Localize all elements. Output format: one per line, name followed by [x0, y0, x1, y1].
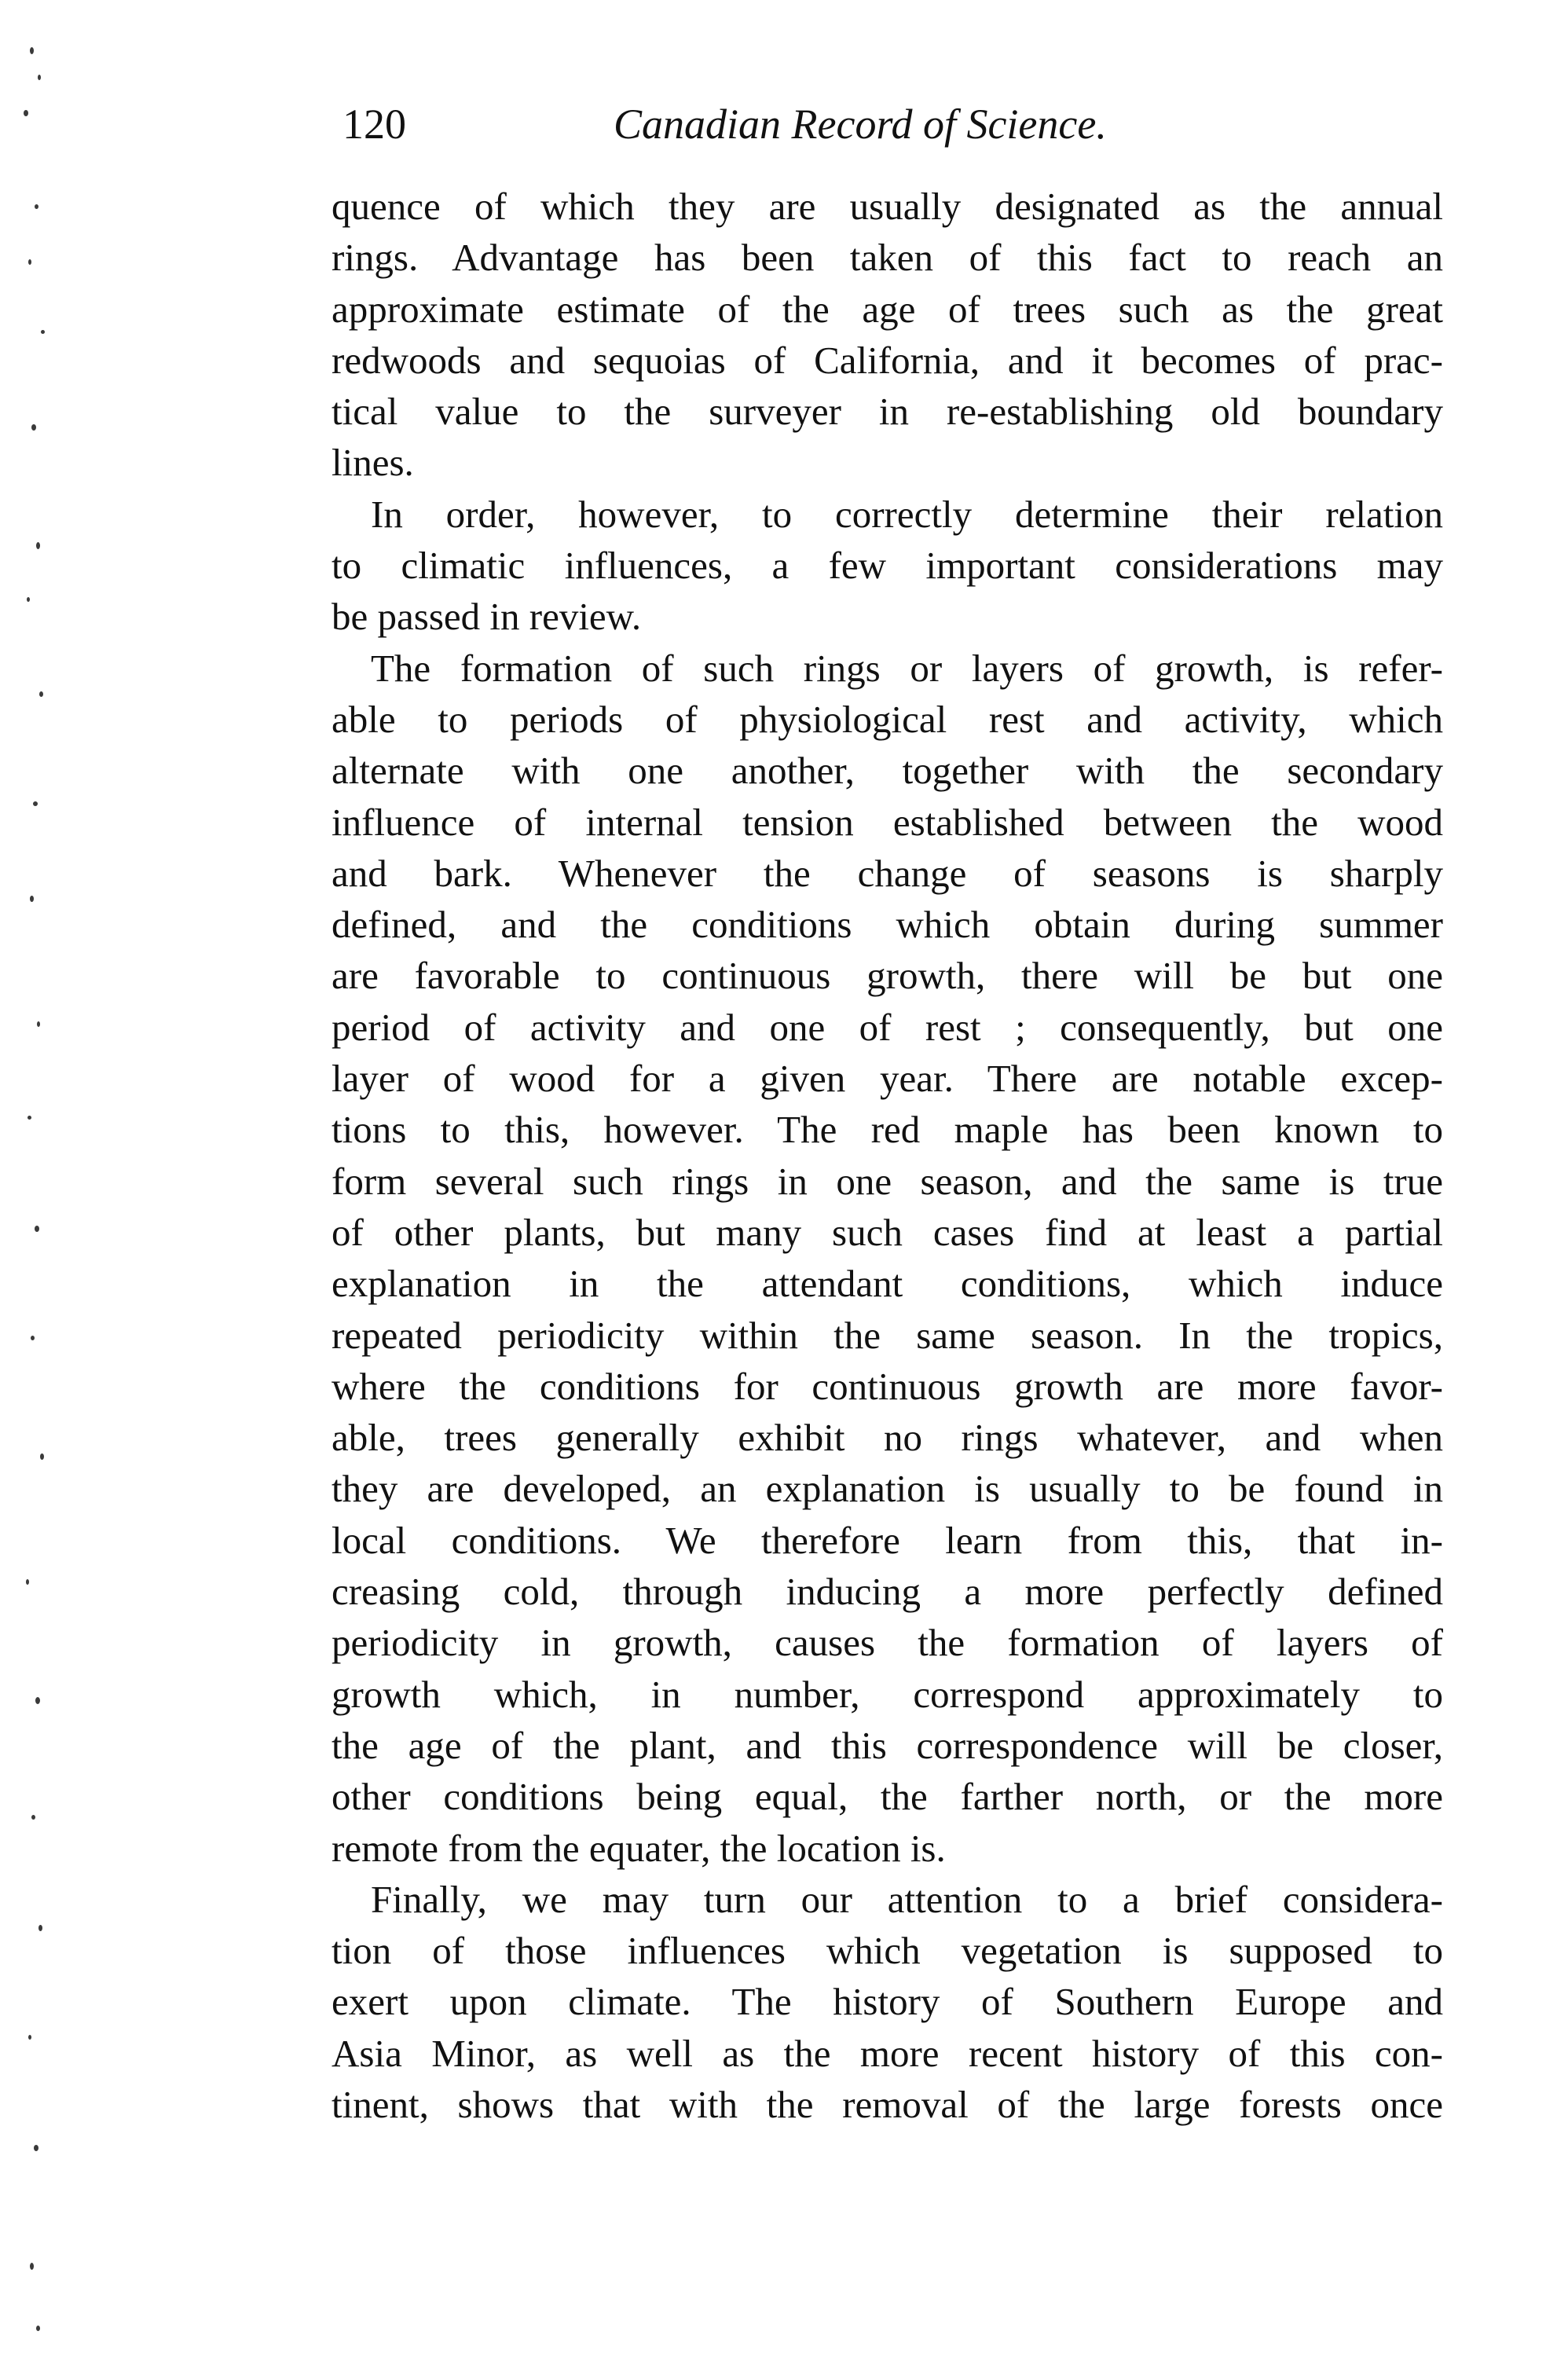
text-line: explanation in the attendant conditions, which induce: [332, 1262, 1443, 1306]
text-line: are favorable to continuous growth, there will be but one: [332, 954, 1443, 998]
text-line: remote from the equater, the location is.: [332, 1826, 946, 1870]
text-line: quence of which they are usually designated as the annual: [332, 185, 1443, 228]
text-line: tions to this, however. The red maple has been known to: [332, 1108, 1443, 1152]
text-line: able to periods of physiological rest and activity, which: [332, 697, 1443, 741]
speck: [35, 1697, 40, 1704]
speck: [31, 1336, 35, 1340]
text-line: where the conditions for continuous growth are more favor-: [332, 1364, 1443, 1408]
text-line: lines.: [332, 441, 414, 485]
text-line: The formation of such rings or layers of growth, is refer-: [371, 646, 1443, 690]
speck: [31, 424, 36, 431]
text-line: the age of the plant, and this correspondence will be closer,: [332, 1723, 1443, 1767]
speck: [28, 259, 31, 265]
speck: [28, 2035, 31, 2040]
text-line: and bark. Whenever the change of seasons is sharply: [332, 851, 1443, 895]
speck: [27, 1116, 31, 1120]
speck: [34, 2145, 38, 2151]
text-line: rings. Advantage has been taken of this fact to reach an: [332, 236, 1443, 280]
text-line: of other plants, but many such cases find at least a partial: [332, 1210, 1443, 1254]
text-line: approximate estimate of the age of trees such as the great: [332, 287, 1443, 331]
text-line: tinent, shows that with the removal of the large forests once: [332, 2082, 1443, 2126]
text-line: layer of wood for a given year. There are notable excep-: [332, 1057, 1443, 1101]
speck: [35, 204, 38, 209]
speck: [26, 1579, 29, 1585]
speck: [33, 801, 38, 806]
text-line: creasing cold, through inducing a more perfectly defined: [332, 1570, 1443, 1614]
text-line: tical value to the surveyer in re-establishing old boundary: [332, 390, 1443, 434]
text-line: In order, however, to correctly determine their relation: [371, 492, 1443, 536]
speck: [27, 597, 30, 602]
speck: [31, 1815, 35, 1820]
speck: [38, 75, 41, 80]
speck: [39, 691, 43, 697]
speck: [37, 1021, 40, 1027]
text-line: redwoods and sequoias of California, and it becomes of prac-: [332, 338, 1443, 382]
text-line: they are developed, an explanation is usually to be found in: [332, 1467, 1443, 1511]
text-line: repeated periodicity within the same season. In the tropics,: [332, 1313, 1443, 1357]
text-line: Asia Minor, as well as the more recent history of this con-: [332, 2031, 1443, 2075]
text-line: alternate with one another, together with the secondary: [332, 749, 1443, 793]
text-line: be passed in review.: [332, 595, 642, 639]
speck: [30, 896, 34, 902]
text-line: tion of those influences which vegetation is supposed to: [332, 1929, 1443, 1973]
speck: [40, 1453, 44, 1460]
speck: [30, 47, 34, 54]
speck: [41, 330, 45, 334]
text-line: defined, and the conditions which obtain during summer: [332, 903, 1443, 947]
text-line: influence of internal tension established between the wood: [332, 800, 1443, 844]
speck: [35, 1226, 39, 1232]
page-number: 120: [343, 101, 406, 148]
page-header: [343, 93, 1183, 156]
text-line: growth which, in number, correspond approximately to: [332, 1672, 1443, 1716]
text-line: able, trees generally exhibit no rings whatever, and when: [332, 1416, 1443, 1460]
body-text: [332, 181, 1443, 2130]
text-line: exert upon climate. The history of Southern Europe and: [332, 1980, 1443, 2024]
speck: [36, 542, 40, 549]
speck: [30, 2263, 34, 2270]
binding-edge-specks: [0, 0, 110, 2379]
running-title: Canadian Record of Science.: [614, 101, 1107, 148]
text-line: Finally, we may turn our attention to a brief considera-: [371, 1877, 1443, 1921]
speck: [38, 1925, 42, 1931]
text-line: to climatic influences, a few important considerations may: [332, 544, 1443, 588]
text-line: other conditions being equal, the farther north, or the more: [332, 1775, 1443, 1819]
text-line: local conditions. We therefore learn from this, that in-: [332, 1518, 1443, 1562]
speck: [24, 110, 28, 116]
speck: [36, 2326, 40, 2331]
text-line: period of activity and one of rest ; consequently, but one: [332, 1005, 1443, 1049]
text-line: form several such rings in one season, and the same is true: [332, 1159, 1443, 1203]
text-line: periodicity in growth, causes the formation of layers of: [332, 1621, 1443, 1665]
